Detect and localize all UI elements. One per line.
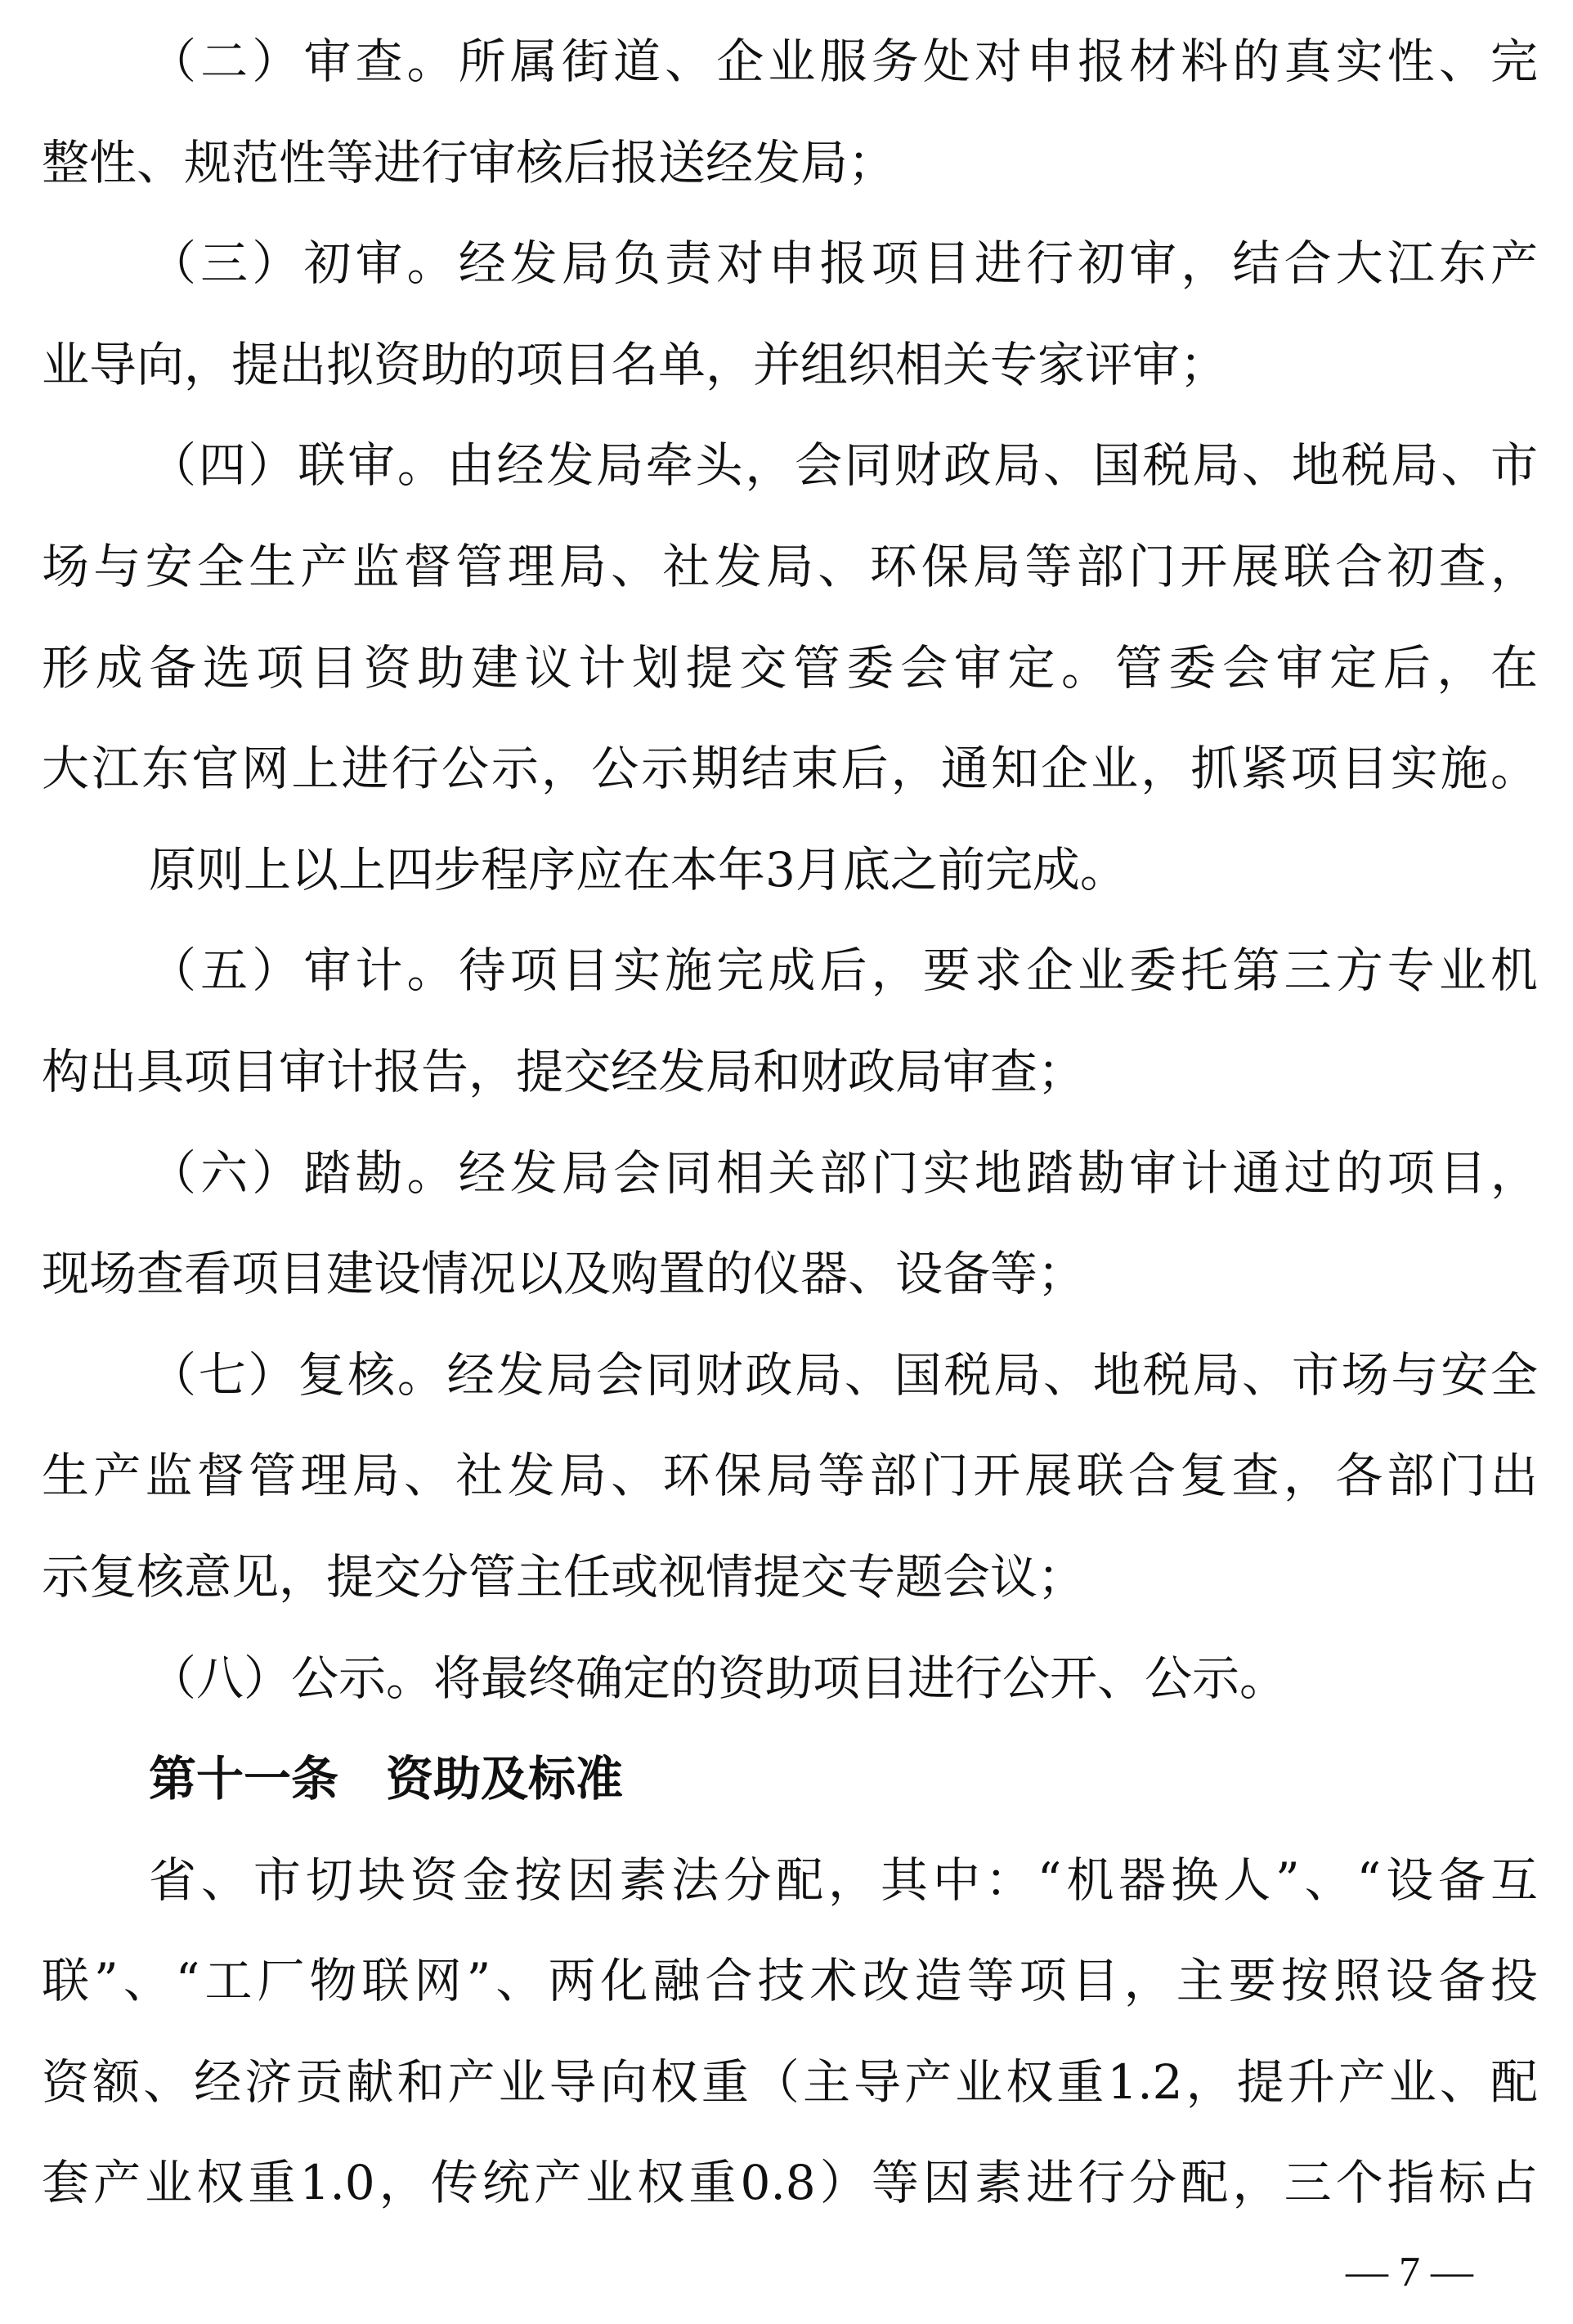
text-line: 大江东官网上进行公示，公示期结束后，通知企业，抓紧项目实施。 xyxy=(42,741,1538,797)
text-line: 生产监督管理局、社发局、环保局等部门开展联合复查，各部门出 xyxy=(42,1448,1538,1504)
text-line: （二）审查。所属街道、企业服务处对申报材料的真实性、完 xyxy=(149,34,1538,89)
section-heading: 第十一条 资助及标准 xyxy=(149,1751,624,1807)
text-line: 示复核意见，提交分管主任或视情提交专题会议； xyxy=(42,1548,1086,1605)
text-line: 业导向，提出拟资助的项目名单，并组织相关专家评审； xyxy=(42,336,1228,392)
text-line: 整性、规范性等进行审核后报送经发局； xyxy=(42,134,896,190)
text-line: （三）初审。经发局负责对申报项目进行初审，结合大江东产 xyxy=(149,235,1538,292)
text-line: 现场查看项目建设情况以及购置的仪器、设备等； xyxy=(42,1246,1086,1302)
text-line: （八）公示。将最终确定的资助项目进行公开、公示。 xyxy=(149,1650,1288,1706)
text-line: （五）审计。待项目实施完成后，要求企业委托第三方专业机 xyxy=(149,943,1538,999)
text-line: 联”、“工厂物联网”、两化融合技术改造等项目，主要按照设备投 xyxy=(42,1953,1538,2009)
paragraph-funding-standard xyxy=(42,1830,1538,2234)
text-line: （四）联审。由经发局牵头，会同财政局、国税局、地税局、市 xyxy=(149,437,1538,494)
paragraph-review xyxy=(42,11,1538,213)
paragraph-audit xyxy=(42,920,1538,1122)
text-line: 构出具项目审计报告，提交经发局和财政局审查； xyxy=(42,1043,1086,1099)
page-number: — 7 — xyxy=(1346,2249,1473,2295)
text-line: 场与安全生产监督管理局、社发局、环保局等部门开展联合初查， xyxy=(42,538,1538,594)
paragraph-publicity xyxy=(42,1628,1538,1730)
text-line: （六）踏勘。经发局会同相关部门实地踏勘审计通过的项目， xyxy=(149,1144,1538,1201)
text-line: 省、市切块资金按因素法分配，其中：“机器换人”、“设备互 xyxy=(149,1852,1538,1908)
document-body xyxy=(42,11,1538,2234)
article-heading xyxy=(42,1729,1538,1830)
text-line: 原则上以上四步程序应在本年3月底之前完成。 xyxy=(149,841,1127,898)
paragraph-deadline-note xyxy=(42,820,1538,921)
paragraph-site-survey xyxy=(42,1123,1538,1325)
text-line: 套产业权重1.0，传统产业权重0.8）等因素进行分配，三个指标占 xyxy=(42,2155,1538,2211)
paragraph-preliminary-review xyxy=(42,213,1538,415)
paragraph-joint-review xyxy=(42,415,1538,819)
text-line: （七）复核。经发局会同财政局、国税局、地税局、市场与安全 xyxy=(149,1346,1538,1403)
text-line: 形成备选项目资助建议计划提交管委会审定。管委会审定后，在 xyxy=(42,639,1538,696)
text-line: 资额、经济贡献和产业导向权重（主导产业权重1.2，提升产业、配 xyxy=(42,2053,1538,2110)
paragraph-recheck xyxy=(42,1325,1538,1628)
